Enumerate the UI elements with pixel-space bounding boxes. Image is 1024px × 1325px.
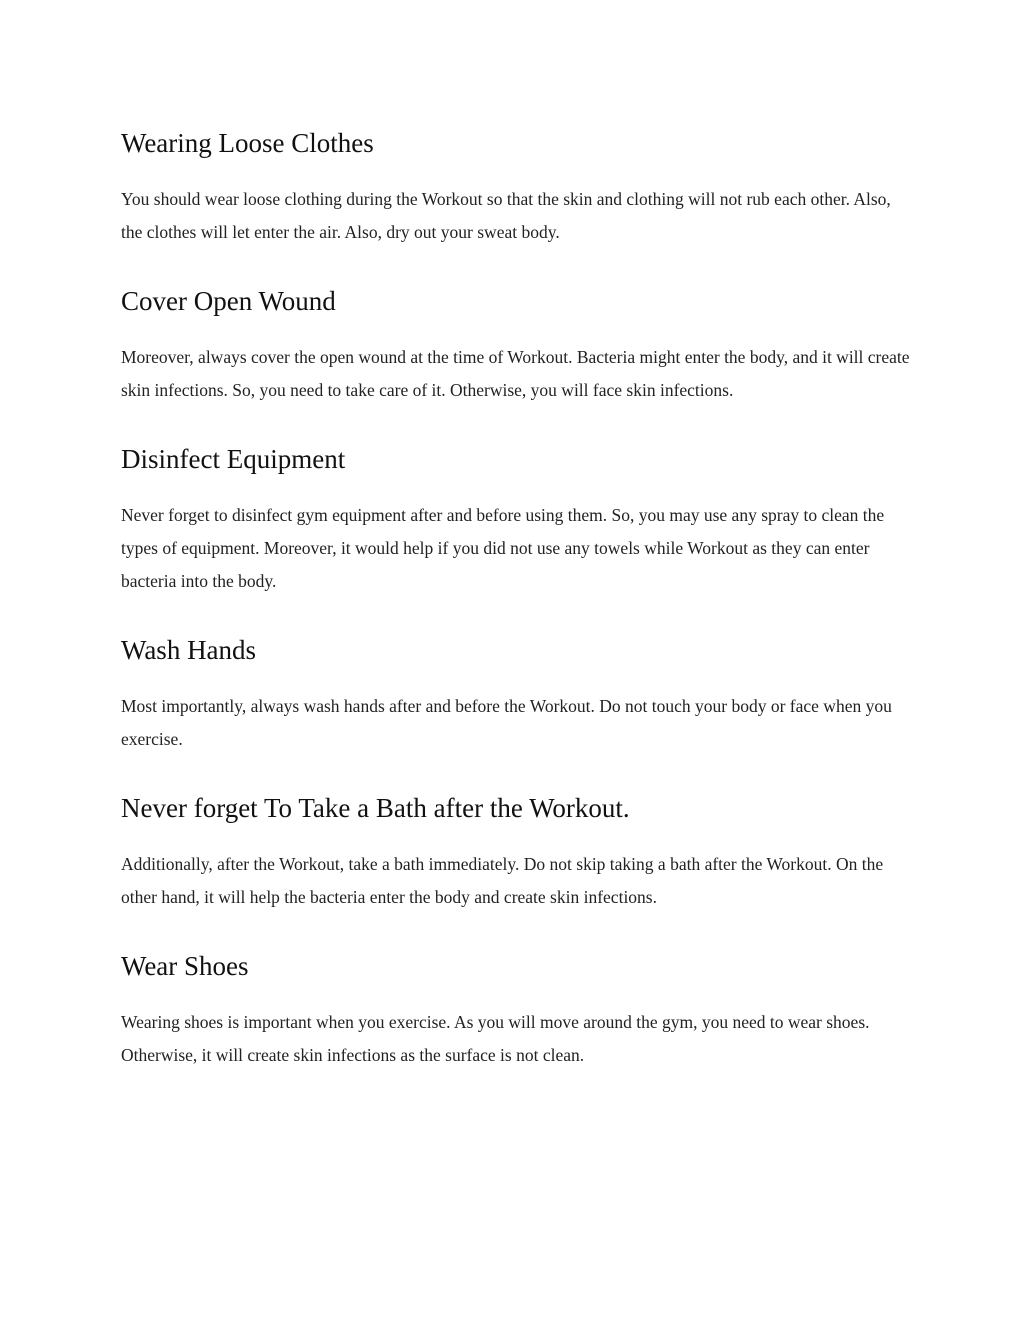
section-paragraph: Moreover, always cover the open wound at the time of Workout. Bacteria might enter the body, and it will create skin infections. So, you need to take care of it. Otherwise, you will face skin infections. [121,347,910,400]
section-heading: Wearing Loose Clothes [121,128,374,158]
section-heading: Wash Hands [121,635,257,665]
section-heading: Cover Open Wound [121,286,336,316]
section-paragraph: You should wear loose clothing during the Workout so that the skin and clothing will not rub each other. Also, the clothes will let enter the air. Also, dry out your sweat body. [121,189,891,242]
section-cover-open-wound [121,284,911,407]
section-disinfect-equipment [121,442,911,598]
section-heading: Wear Shoes [121,951,249,981]
section-wash-hands [121,633,911,756]
section-take-a-bath [121,791,911,914]
section-paragraph: Additionally, after the Workout, take a bath immediately. Do not skip taking a bath after the Workout. On the other hand, it will help the bacteria enter the body and create skin infections. [121,854,884,907]
section-heading: Never forget To Take a Bath after the Workout. [121,793,630,823]
section-heading: Disinfect Equipment [121,444,346,474]
section-wearing-loose-clothes [121,126,911,249]
section-paragraph: Never forget to disinfect gym equipment after and before using them. So, you may use any spray to clean the types of equipment. Moreover, it would help if you did not use any towels while Workout as they can enter bacteria into the body. [121,505,885,591]
section-paragraph: Wearing shoes is important when you exercise. As you will move around the gym, you need to wear shoes. Otherwise, it will create skin infections as the surface is not clean. [121,1012,870,1065]
section-wear-shoes [121,949,911,1072]
section-paragraph: Most importantly, always wash hands after and before the Workout. Do not touch your body or face when you exercise. [121,696,892,749]
document-page [121,126,911,1107]
